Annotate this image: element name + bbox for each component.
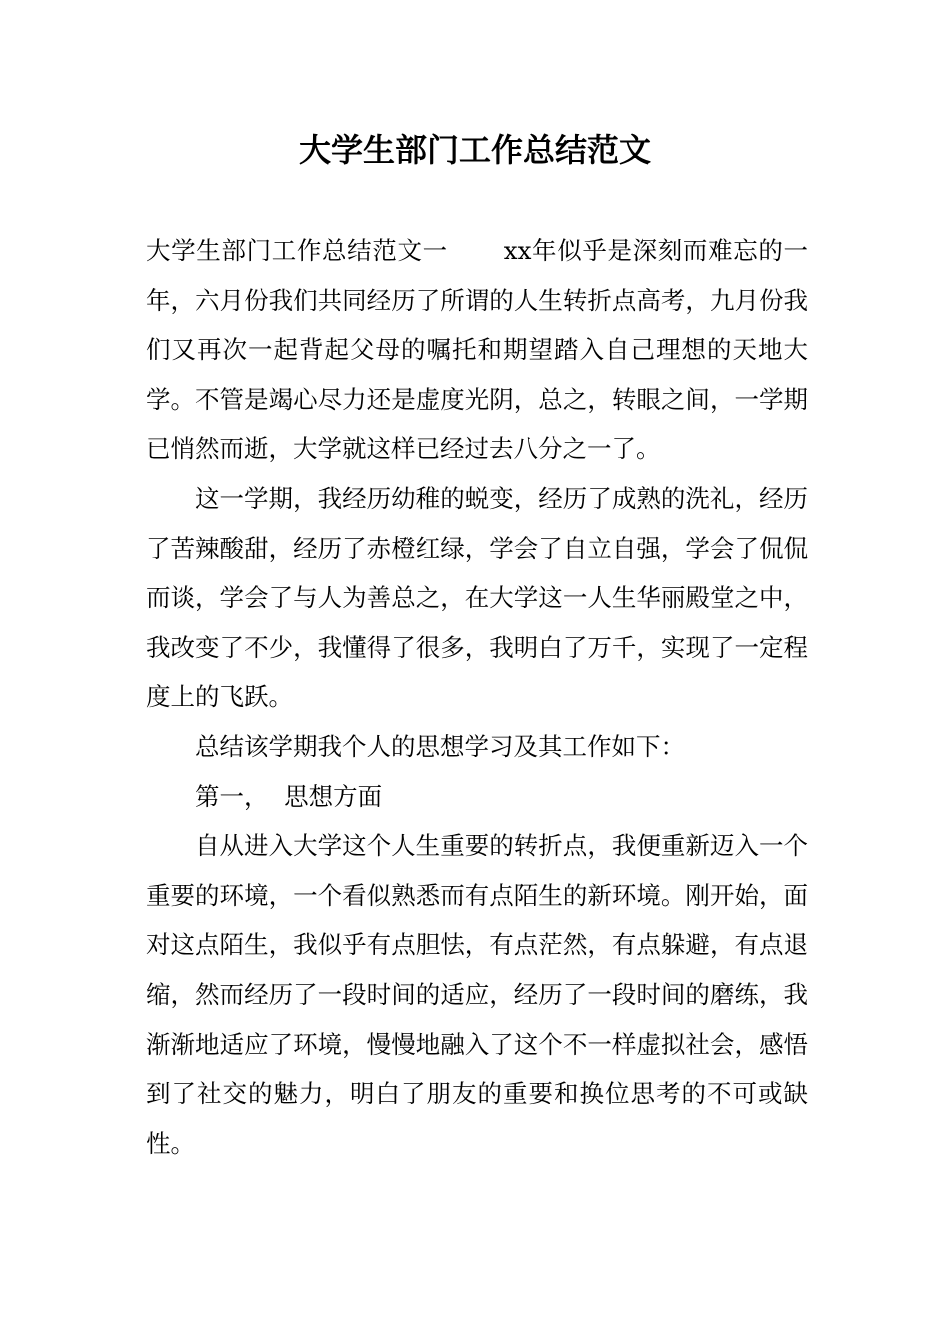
document-body bbox=[146, 226, 808, 1168]
paragraph-thought: 自从进入大学这个人生重要的转折点，我便重新迈入一个重要的环境，一个看似熟悉而有点陌生的新环境。刚开始，面对这点陌生，我似乎有点胆怯，有点茫然，有点躲避，有点退缩，然而经历了一段时间的适应，经历了一段时间的磨练，我渐渐地适应了环境，慢慢地融入了这个不一样虚拟社会，感悟到了社交的魅力，明白了朋友的重要和换位思考的不可或缺性。 bbox=[146, 831, 808, 1158]
paragraph-intro bbox=[146, 226, 808, 474]
paragraph-semester: 这一学期，我经历幼稚的蜕变，经历了成熟的洗礼，经历了苦辣酸甜，经历了赤橙红绿，学会了自立自强，学会了侃侃而谈，学会了与人为善总之，在大学这一人生华丽殿堂之中，我改变了不少，我懂得了很多，我明白了万千，实现了一定程度上的飞跃。 bbox=[146, 483, 808, 712]
paragraph-text: xx年似乎是深刻而难忘的一年，六月份我们共同经历了所谓的人生转折点高考，九月份我们又再次一起背起父母的嘱托和期望踏入自己理想的天地大学。不管是竭心尽力还是虚度光阴，总之，转眼之间，一学期已悄然而逝，大学就这样已经过去八分之一了。 bbox=[146, 236, 809, 464]
document-title: 大学生部门工作总结范文 bbox=[298, 131, 651, 169]
paragraph-summary-intro: 总结该学期我个人的思想学习及其工作如下： bbox=[195, 731, 685, 761]
paragraph-lead: 大学生部门工作总结范文一 bbox=[146, 236, 448, 265]
section-heading-thought: 第一， 思想方面 bbox=[195, 781, 383, 811]
